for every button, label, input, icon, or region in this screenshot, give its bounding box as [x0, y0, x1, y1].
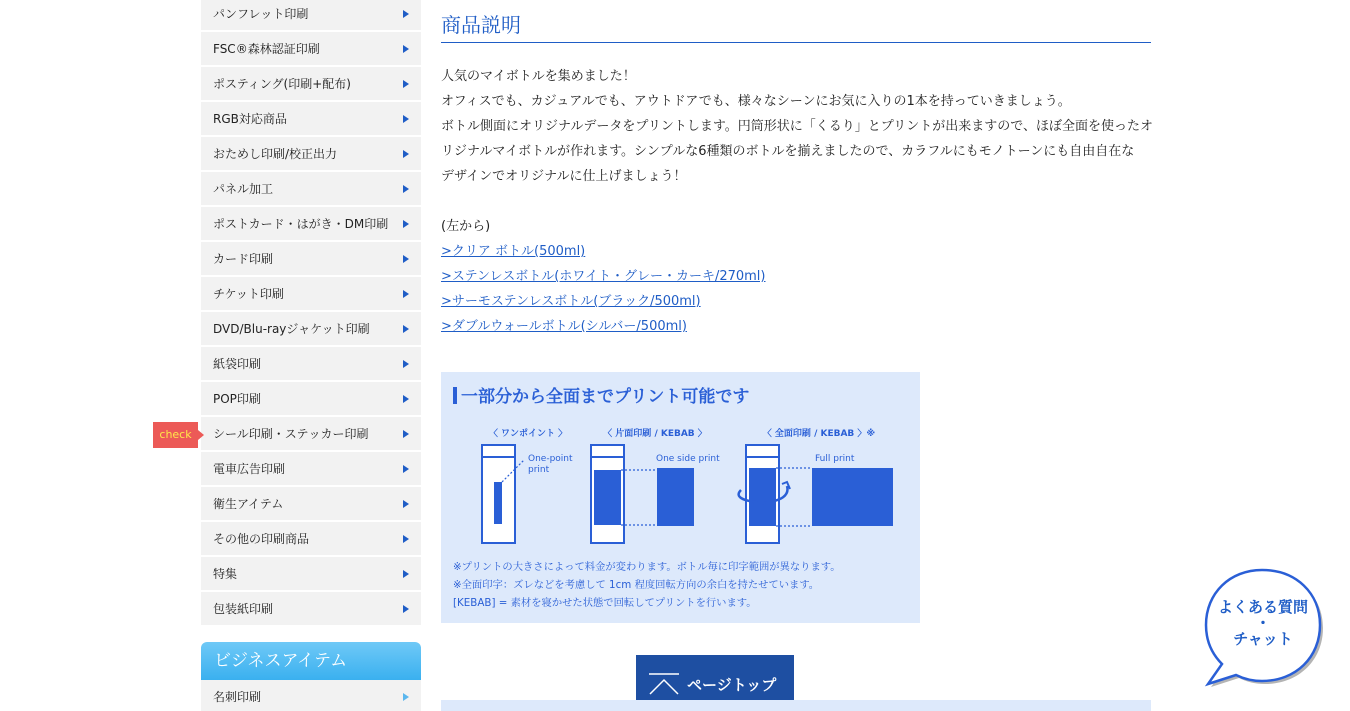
sidebar-item-label: ポスティング(印刷+配布) [213, 77, 351, 91]
sidebar-item-label: 電車広告印刷 [213, 462, 286, 476]
faq-chat-button[interactable] [1200, 565, 1326, 691]
sidebar-item-card[interactable] [201, 242, 421, 276]
caption-full: Full print [815, 454, 855, 464]
chevron-right-icon [403, 255, 409, 263]
sidebar-item-label: DVD/Blu-rayジャケット印刷 [213, 322, 370, 336]
next-section-strip [441, 700, 1151, 711]
chevron-right-icon [403, 570, 409, 578]
sidebar-item-postcard[interactable] [201, 207, 421, 241]
sidebar-item-sticker[interactable] [201, 417, 421, 451]
caption-one-side: One side print [656, 454, 720, 464]
chevron-right-icon [403, 693, 409, 701]
sidebar-item-ticket[interactable] [201, 277, 421, 311]
col-label-one-point: 〈 ワンポイント 〉 [488, 429, 568, 439]
sidebar-item-panel[interactable] [201, 172, 421, 206]
link-thermo-bottle[interactable]: >サーモステンレスボトル(ブラック/500ml) [441, 294, 701, 309]
description-line: 人気のマイボトルを集めました！ [441, 69, 636, 84]
link-clear-bottle[interactable]: >クリア ボトル(500ml) [441, 244, 586, 259]
bottle-one-point [482, 445, 524, 543]
business-items-header: ビジネスアイテム [201, 642, 421, 680]
description-line: ボトル側面にオリジナルデータをプリントします。円筒形状に「くるり」とプリントが出来ますので、ほぼ全面を使ったオ [441, 119, 1154, 134]
sidebar-item-label: その他の印刷商品 [213, 532, 310, 546]
caption-one-point-2: print [528, 465, 550, 475]
faq-dot: ・ [1255, 614, 1271, 632]
sidebar-item-label: シール印刷・ステッカー印刷 [213, 427, 369, 441]
chevron-right-icon [403, 395, 409, 403]
left-from-label: (左から) [441, 219, 491, 234]
sidebar-item-label: RGB対応商品 [213, 112, 287, 126]
sidebar-item-paper-bag[interactable] [201, 347, 421, 381]
chevron-right-icon [403, 80, 409, 88]
print-coverage-illustration [441, 372, 920, 623]
sidebar-item-label: ポストカード・はがき・DM印刷 [213, 217, 389, 231]
title-bar-mark [453, 387, 457, 404]
sidebar-item-label: カード印刷 [213, 252, 274, 266]
chevron-right-icon [403, 465, 409, 473]
figure-title: 一部分から全面までプリント可能です [461, 387, 750, 407]
chevron-right-icon [403, 185, 409, 193]
figure-note-2: ※全面印字：ズレなどを考慮して 1cm 程度回転方向の余白を持たせています。 [453, 579, 820, 591]
page-top-label: ページトップ [687, 676, 777, 694]
sidebar-item-other[interactable] [201, 522, 421, 556]
sidebar-item-posting[interactable] [201, 67, 421, 101]
link-double-wall-bottle[interactable]: >ダブルウォールボトル(シルバー/500ml) [441, 319, 687, 334]
sidebar-item-wrapping[interactable] [201, 592, 421, 626]
caption-one-point-1: One-point [528, 454, 573, 464]
chevron-right-icon [403, 10, 409, 18]
product-links [441, 239, 766, 339]
chevron-right-icon [403, 360, 409, 368]
chevron-right-icon [403, 605, 409, 613]
sidebar-item-dvd[interactable] [201, 312, 421, 346]
print-coverage-figure [441, 372, 920, 623]
link-stainless-bottle[interactable]: >ステンレスボトル(ホワイト・グレー・カーキ/270ml) [441, 269, 766, 284]
sidebar-item-pamphlet[interactable] [201, 0, 421, 31]
check-badge: check [153, 422, 198, 448]
chevron-right-icon [403, 45, 409, 53]
sidebar-item-trial-print[interactable] [201, 137, 421, 171]
description-line: オフィスでも、カジュアルでも、アウトドアでも、様々なシーンにお気に入りの1本を持っていきましょう。 [441, 94, 1071, 109]
sidebar-item-label: パンフレット印刷 [213, 7, 309, 21]
page-title: 商品説明 [441, 10, 1151, 43]
chevron-right-icon [403, 115, 409, 123]
chevron-right-icon [403, 430, 409, 438]
chevron-right-icon [403, 535, 409, 543]
chevron-up-icon [649, 673, 679, 695]
description-line: デザインでオリジナルに仕上げましょう！ [441, 169, 687, 184]
col-label-one-side: 〈 片面印刷 / KEBAB 〉 [603, 429, 707, 439]
sidebar-item-label: 名刺印刷 [213, 690, 262, 704]
description-line: リジナルマイボトルが作れます。シンプルな6種類のボトルを揃えましたので、カラフルにもモノトーンにも自由自在な [441, 144, 1135, 159]
sidebar-item-pop[interactable] [201, 382, 421, 416]
chevron-right-icon [403, 150, 409, 158]
sidebar-item-hygiene[interactable] [201, 487, 421, 521]
sidebar-item-feature[interactable] [201, 557, 421, 591]
chevron-right-icon [403, 500, 409, 508]
sidebar-item-label: 衛生アイテム [213, 497, 284, 511]
faq-chat-label [1206, 599, 1320, 647]
sidebar-item-label: チケット印刷 [213, 287, 284, 301]
sidebar-item-label: おためし印刷/校正出力 [213, 147, 338, 161]
sidebar-item-label: 包装紙印刷 [213, 602, 274, 616]
chevron-right-icon [403, 290, 409, 298]
faq-line-1: よくある質問 [1217, 598, 1308, 616]
sidebar-item-train-ad[interactable] [201, 452, 421, 486]
sidebar-item-label: 特集 [213, 567, 238, 581]
sidebar-item-label: パネル加工 [213, 182, 274, 196]
sidebar-item-label: POP印刷 [213, 392, 261, 406]
col-label-full: 〈 全面印刷 / KEBAB 〉※ [762, 429, 876, 439]
sidebar-item-rgb[interactable] [201, 102, 421, 136]
product-description [441, 64, 1153, 189]
figure-note-3: [KEBAB] = 素材を寝かせた状態で回転してプリントを行います。 [453, 597, 757, 609]
sidebar-item-label: 紙袋印刷 [213, 357, 262, 371]
faq-line-2: チャット [1233, 630, 1293, 648]
chevron-right-icon [403, 325, 409, 333]
sidebar-item-fsc[interactable] [201, 32, 421, 66]
sidebar-item-label: FSC®森林認証印刷 [213, 42, 320, 56]
chevron-right-icon [403, 220, 409, 228]
sidebar-item-business-card[interactable] [201, 680, 421, 711]
figure-note-1: ※プリントの大きさによって料金が変わります。ボトル毎に印字範囲が異なります。 [453, 561, 841, 573]
